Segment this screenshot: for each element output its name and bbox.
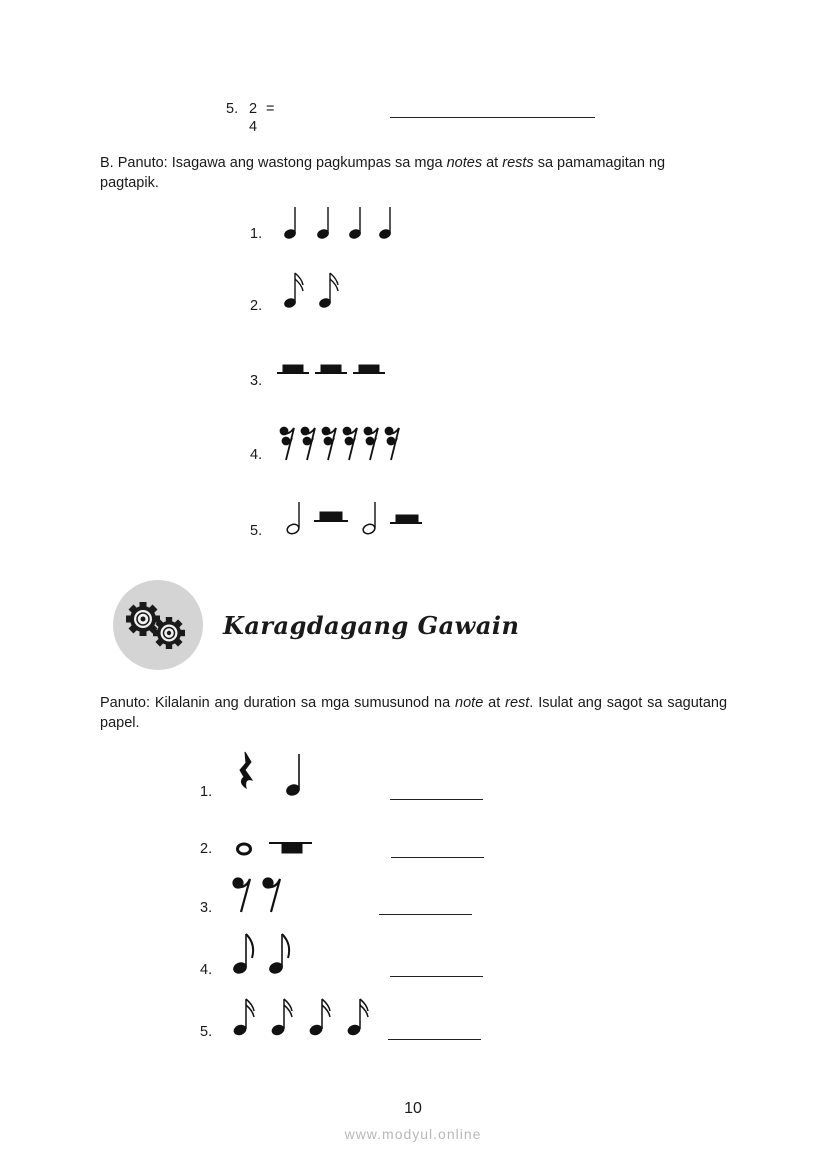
notes-word: notes <box>446 155 483 171</box>
at-word: at <box>483 695 506 711</box>
b-item-number: 1. <box>250 226 263 242</box>
section-b-instruction <box>100 153 720 193</box>
whole-note-rest-icon <box>232 838 318 860</box>
answer-blank[interactable] <box>379 914 472 915</box>
item-number: 4. <box>200 962 213 978</box>
instruction-text: Panuto: Kilalanin ang duration sa mga sumusunod na <box>100 695 456 711</box>
b-item-number: 4. <box>250 447 263 463</box>
sixteenth-notes-icon <box>280 271 350 311</box>
eighth-notes-icon <box>230 932 300 976</box>
instruction-text-end: . Isulat ang sagot sa sagutang papel. <box>100 695 728 731</box>
answer-blank[interactable] <box>388 1039 481 1040</box>
item-number: 3. <box>200 900 213 916</box>
quarter-notes-icon <box>280 205 400 241</box>
instruction-text-end: sa pamamagitan ng pagtapik. <box>100 155 666 191</box>
additional-instruction <box>100 693 727 733</box>
b-item-number: 5. <box>250 523 263 539</box>
answer-blank[interactable] <box>390 117 595 118</box>
equals-sign: = <box>266 101 275 117</box>
rest-word: rest <box>505 695 530 711</box>
answer-blank[interactable] <box>390 976 483 977</box>
item-number: 5. <box>200 1024 213 1040</box>
gears-badge <box>113 580 203 670</box>
sixteenth-notes-icon <box>230 997 376 1037</box>
answer-blank[interactable] <box>390 799 483 800</box>
rests-word: rests <box>502 155 534 171</box>
item-number: 1. <box>200 784 213 800</box>
answer-blank[interactable] <box>391 857 484 858</box>
b-item-number: 3. <box>250 373 263 389</box>
fraction-numerator: 2 <box>249 101 258 117</box>
instruction-text: B. Panuto: Isagawa ang wastong pagkumpas sa mga <box>100 155 447 171</box>
note-word: note <box>455 695 484 711</box>
half-rests-icon <box>277 360 389 380</box>
sixteenth-rests-icon <box>278 424 406 464</box>
item-number: 2. <box>200 841 213 857</box>
eighth-rests-icon <box>230 876 292 916</box>
top-item-number: 5. <box>226 101 239 117</box>
b-item-number: 2. <box>250 298 263 314</box>
watermark: www.modyul.online <box>344 1126 482 1142</box>
at-word: at <box>482 155 503 171</box>
gears-icon <box>113 580 203 670</box>
fraction-denominator: 4 <box>249 119 258 135</box>
section-title: Karagdagang Gawain <box>223 611 520 640</box>
quarter-rest-note-icon <box>236 750 306 800</box>
half-note-rest-icon <box>282 502 427 538</box>
page-number: 10 <box>404 1100 422 1117</box>
